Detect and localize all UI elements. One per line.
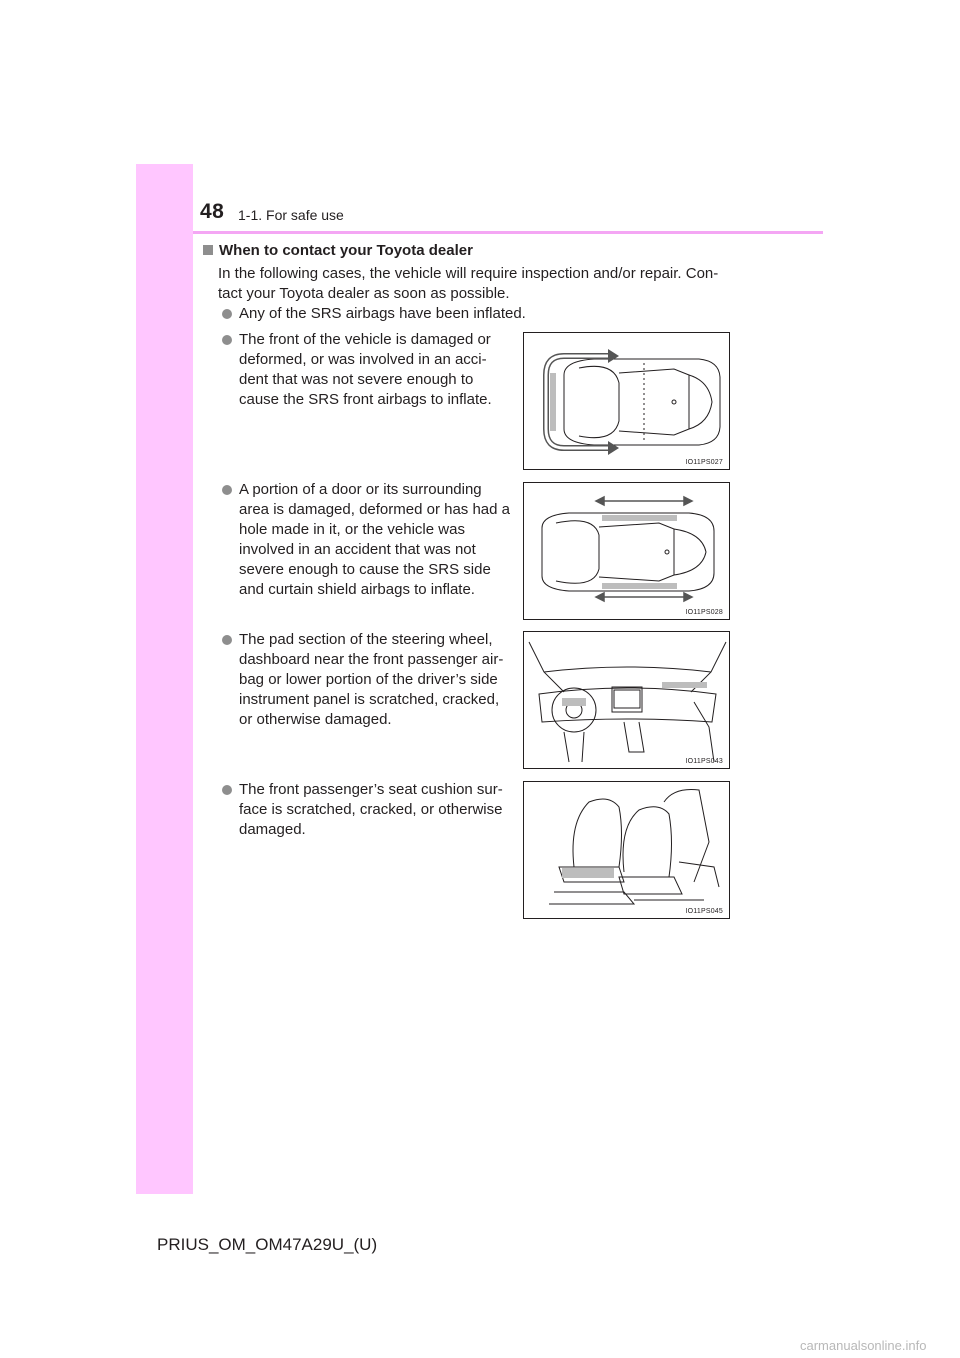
car-top-view-illustration [524, 333, 731, 471]
text-line: dashboard near the front passenger air- [239, 651, 504, 668]
intro-paragraph [218, 264, 745, 304]
text-line: and curtain shield airbags to inflate. [239, 581, 475, 598]
text-line: damaged. [239, 821, 306, 838]
subsection-heading [203, 242, 473, 259]
text-line: involved in an accident that was not [239, 541, 476, 558]
bullet-text [239, 480, 517, 600]
round-bullet-icon [222, 635, 232, 645]
text-line: severe enough to cause the SRS side [239, 561, 491, 578]
text-line: The front of the vehicle is damaged or [239, 331, 491, 348]
square-bullet-icon [203, 245, 213, 255]
text-line: cause the SRS front airbags to inflate. [239, 391, 492, 408]
section-title: 1-1. For safe use [238, 207, 344, 223]
watermark: carmanualsonline.info [800, 1338, 927, 1353]
text-line: or otherwise damaged. [239, 711, 392, 728]
text-line: area is damaged, deformed or has had a [239, 501, 511, 518]
round-bullet-icon [222, 485, 232, 495]
document-footer: PRIUS_OM_OM47A29U_(U) [157, 1235, 378, 1254]
text-line: hole made in it, or the vehicle was [239, 521, 465, 538]
figure-dashboard [523, 631, 730, 769]
figure-front-damage [523, 332, 730, 470]
text-line: dent that was not severe enough to [239, 371, 474, 388]
seat-illustration [524, 782, 731, 920]
text-line: face is scratched, cracked, or otherwise [239, 801, 503, 818]
header-rule [193, 231, 823, 234]
figure-side-damage [523, 482, 730, 620]
figure-code: IO11PS045 [685, 908, 723, 915]
figure-code: IO11PS028 [685, 609, 723, 616]
text-line: A portion of a door or its surrounding [239, 481, 482, 498]
intro-line: tact your Toyota dealer as soon as possible. [218, 285, 510, 302]
round-bullet-icon [222, 335, 232, 345]
heading-text: When to contact your Toyota dealer [219, 242, 473, 259]
dashboard-illustration [524, 632, 731, 770]
figure-passenger-seat [523, 781, 730, 919]
text-line: deformed, or was involved in an acci- [239, 351, 487, 368]
figure-code: IO11PS043 [685, 758, 723, 765]
bullet-text [239, 780, 517, 840]
bullet-text: Any of the SRS airbags have been inflated. [239, 305, 526, 322]
text-line: instrument panel is scratched, cracked, [239, 691, 500, 708]
car-top-view-illustration [524, 483, 731, 621]
text-line: The front passenger’s seat cushion sur- [239, 781, 503, 798]
round-bullet-icon [222, 785, 232, 795]
bullet-text [239, 330, 517, 410]
bullet-text [239, 630, 517, 730]
page-number: 48 [200, 200, 225, 223]
figure-code: IO11PS027 [685, 459, 723, 466]
text-line: The pad section of the steering wheel, [239, 631, 493, 648]
intro-line: In the following cases, the vehicle will require inspection and/or repair. Con- [218, 265, 719, 282]
text-line: bag or lower portion of the driver’s side [239, 671, 498, 688]
chapter-tab-band [136, 164, 193, 1194]
round-bullet-icon [222, 309, 232, 319]
